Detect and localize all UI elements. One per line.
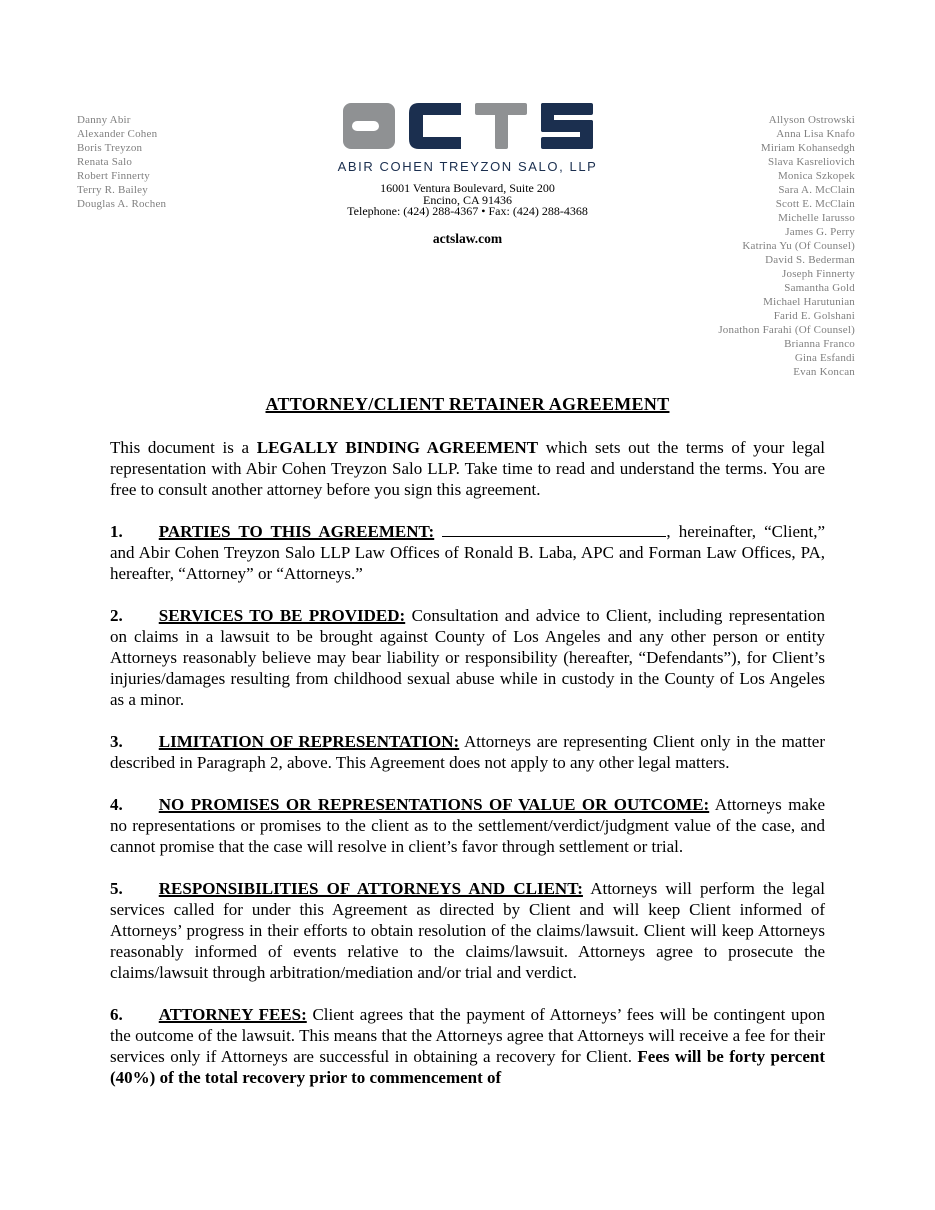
address-line-2: Encino, CA 91436 <box>423 192 512 207</box>
firm-website: actslaw.com <box>432 230 503 246</box>
attorney-name: Monica Szkopek <box>777 170 855 182</box>
firm-address <box>258 183 678 218</box>
intro-post: which sets out the terms of your legal representation with Abir Cohen Treyzon Salo LLP. Take time to read and understand the terms. You are free to consult another attorney before you sign this agreement. <box>110 438 826 499</box>
paragraph-2 <box>110 605 825 710</box>
attorney-name: Sara A. McClain <box>778 184 855 196</box>
attorney-name: Allyson Ostrowski <box>768 114 855 126</box>
attorney-name: Terry R. Bailey <box>77 184 148 196</box>
paragraph-4 <box>110 794 825 857</box>
logo-letter-s <box>541 103 593 149</box>
paragraph-number: 6. <box>110 1005 123 1024</box>
attorney-name: Jonathon Farahi (Of Counsel) <box>718 324 855 336</box>
attorney-name: Boris Treyzon <box>77 142 143 154</box>
attorney-name: Alexander Cohen <box>77 128 158 140</box>
paragraph-number: 4. <box>110 795 123 814</box>
paragraph-bold-tail: Fees will be forty percent (40%) of the total recovery prior to commencement of <box>110 1047 826 1087</box>
paragraph-heading: NO PROMISES OR REPRESENTATIONS OF VALUE OR OUTCOME: <box>158 795 710 814</box>
firm-name: ABIR COHEN TREYZON SALO, LLP <box>337 159 598 174</box>
paragraph-text: Attorneys are representing Client only in the matter described in Paragraph 2, above. This Agreement does not apply to any other legal matters. <box>110 732 825 772</box>
paragraph-heading: SERVICES TO BE PROVIDED: <box>158 606 406 625</box>
attorney-name: Evan Koncan <box>793 366 855 378</box>
intro-bold-phrase: LEGALLY BINDING AGREEMENT <box>256 438 539 457</box>
attorney-name: Renata Salo <box>77 156 133 168</box>
attorney-name: James G. Perry <box>785 226 855 238</box>
attorney-name: Brianna Franco <box>784 338 855 350</box>
attorney-name: Samantha Gold <box>784 282 855 294</box>
attorney-name: Joseph Finnerty <box>782 268 855 280</box>
letterhead-center <box>258 103 678 247</box>
attorneys-left-list <box>77 113 166 211</box>
attorney-name: Michael Harutunian <box>763 296 855 308</box>
paragraph-heading: ATTORNEY FEES: <box>158 1005 307 1024</box>
paragraph-number: 3. <box>110 732 123 751</box>
attorney-name: David S. Bederman <box>765 254 855 266</box>
attorney-name: Anna Lisa Knafo <box>776 128 855 140</box>
logo-letter-a <box>343 103 395 149</box>
paragraph-number: 1. <box>110 522 123 541</box>
document-body <box>110 394 825 1088</box>
intro-paragraph <box>110 437 825 500</box>
paragraph-number: 2. <box>110 606 123 625</box>
paragraph-heading: RESPONSIBILITIES OF ATTORNEYS AND CLIENT: <box>158 879 583 898</box>
attorney-name: Michelle Iarusso <box>778 212 855 224</box>
paragraph-5 <box>110 878 825 983</box>
paragraph-1 <box>110 521 825 584</box>
attorney-name: Katrina Yu (Of Counsel) <box>742 240 855 252</box>
attorney-name: Miriam Kohansedgh <box>760 142 855 154</box>
paragraph-3 <box>110 731 825 773</box>
paragraph-heading: PARTIES TO THIS AGREEMENT: <box>158 522 435 541</box>
paragraph-text: , hereinafter, “Client,” and Abir Cohen Treyzon Salo LLP Law Offices of Ronald B. Laba, APC and Forman Law Offices, PA, hereafter, “Attorney” or “Attorneys.” <box>110 522 826 583</box>
logo-letter-c <box>409 103 461 149</box>
paragraph-text: Consultation and advice to Client, including representation on claims in a lawsuit to be brought against County of Los Angeles and any other person or entity Attorneys reasonably believe may bear liability or responsibility (hereafter, “Defendants”), for Client’s injuries/damages resulting from childhood sexual abuse while in custody in the County of Los Angeles as a minor. <box>110 606 825 709</box>
phone-fax-line: Telephone: (424) 288-4367 • Fax: (424) 288-4368 <box>347 204 588 218</box>
paragraph-text: Client agrees that the payment of Attorneys’ fees will be contingent upon the outcome of the lawsuit. This means that the Attorneys agree that Attorneys will receive a fee for their services only if Attorneys are successful in obtaining a recovery for Client. <box>110 1005 826 1066</box>
attorney-name: Farid E. Golshani <box>773 310 855 322</box>
paragraph-heading: LIMITATION OF REPRESENTATION: <box>158 732 460 751</box>
address-line-1: 16001 Ventura Boulevard, Suite 200 <box>380 181 555 195</box>
attorney-name: Robert Finnerty <box>77 170 150 182</box>
paragraph-text: Attorneys make no representations or promises to the client as to the settlement/verdict/judgment value of the case, and cannot promise that the case will resolve in client’s favor through settlement or trial. <box>110 795 826 856</box>
paragraph-number: 5. <box>110 879 123 898</box>
attorney-name: Scott E. McClain <box>775 198 855 210</box>
acts-logo-icon <box>343 103 593 149</box>
client-name-blank-field <box>442 521 666 537</box>
document-title: ATTORNEY/CLIENT RETAINER AGREEMENT <box>265 394 670 414</box>
logo-letter-t <box>475 103 527 149</box>
attorney-name: Douglas A. Rochen <box>77 198 167 210</box>
paragraph-text: Attorneys will perform the legal services called for under this Agreement as directed by Client and will keep Client informed of Attorneys’ progress in their efforts to obtain resolution of the claims/lawsuit. Client will keep Attorneys reasonably informed of events relative to the claims/lawsuit. Attorneys agree to prosecute the claims/lawsuit through arbitration/mediation and/or trial and verdict. <box>110 879 825 982</box>
paragraph-6 <box>110 1004 825 1088</box>
intro-pre: This document is a <box>110 438 250 457</box>
attorney-name: Gina Esfandi <box>794 352 855 364</box>
attorney-name: Danny Abir <box>77 114 131 126</box>
attorneys-right-list <box>718 113 855 379</box>
attorney-name: Slava Kasreliovich <box>768 156 855 168</box>
